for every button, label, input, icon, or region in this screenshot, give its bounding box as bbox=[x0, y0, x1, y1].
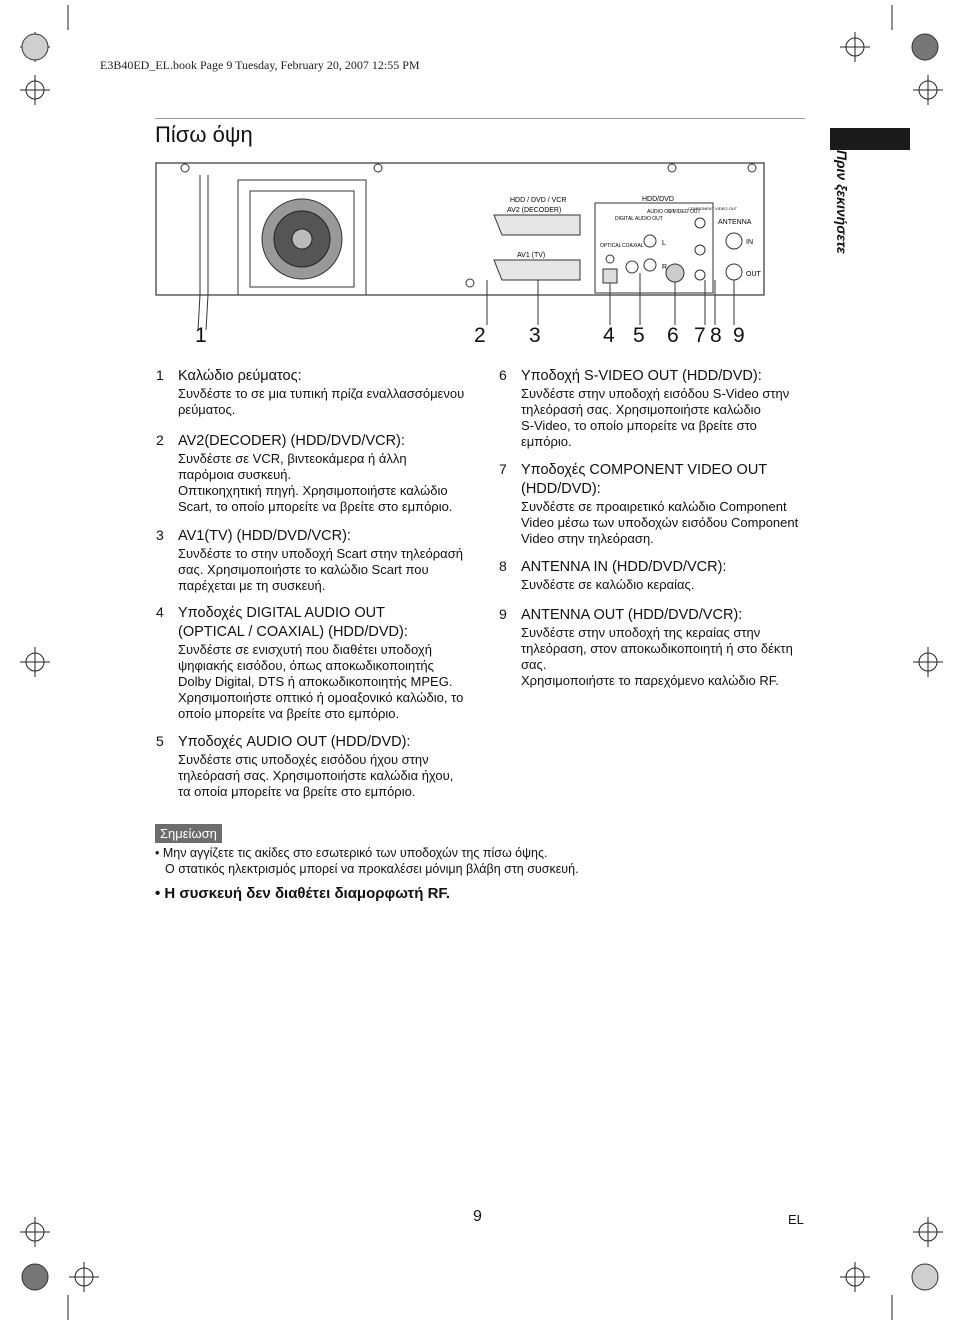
callout-2: 2 bbox=[474, 324, 486, 347]
list-item-8 bbox=[499, 558, 811, 593]
note-badge: Σημείωση bbox=[155, 824, 222, 843]
list-item-5 bbox=[156, 733, 478, 800]
coaxial-jack bbox=[626, 261, 638, 273]
audio-r-label: R bbox=[662, 264, 668, 271]
crop-mark-icon bbox=[840, 32, 870, 62]
section-tab-label: Πριν ξεκινήσετε bbox=[834, 150, 850, 254]
list-item-3 bbox=[156, 527, 478, 594]
item-number: 5 bbox=[156, 733, 164, 749]
callout-6: 6 bbox=[667, 324, 679, 347]
audio-out-label: AUDIO OUT bbox=[647, 209, 675, 215]
list-item-4 bbox=[156, 604, 478, 722]
item-body-line: Συνδέστε στην υποδοχή εισόδου S-Video στην bbox=[521, 386, 790, 401]
item-body-line: S-Video, το οποίο μπορείτε να βρείτε στο bbox=[521, 418, 757, 433]
item-body-line: Συνδέστε το σε μια τυπική πρίζα εναλλασσόμενου bbox=[178, 386, 465, 401]
item-number: 7 bbox=[499, 461, 507, 477]
item-title: (OPTICAL / COAXIAL) (HDD/DVD): bbox=[178, 624, 408, 640]
item-number: 3 bbox=[156, 527, 164, 543]
power-cord bbox=[198, 175, 208, 330]
note-emphasis: • Η συσκευή δεν διαθέτει διαμορφωτή RF. bbox=[155, 885, 451, 902]
title-rule bbox=[155, 118, 805, 119]
item-body-line: Χρησιμοποιήστε οπτικό ή ομοαξονικό καλώδιο, το bbox=[178, 690, 464, 705]
optical-label: OPTICAL bbox=[600, 243, 622, 249]
item-body-line: παρέχεται με τη συσκευή. bbox=[178, 578, 326, 593]
rear-panel-diagram bbox=[150, 155, 770, 335]
svideo-out-label: S-VIDEO OUT bbox=[668, 209, 701, 215]
file-info-header: E3B40ED_EL.book Page 9 Tuesday, February 20, 2007 12:55 PM bbox=[100, 58, 420, 72]
item-title: AV1(TV) (HDD/DVD/VCR): bbox=[178, 528, 351, 544]
list-item-6 bbox=[499, 367, 811, 450]
item-body-line: Χρησιμοποιήστε το παρεχόμενο καλώδιο RF. bbox=[521, 673, 779, 688]
item-title: ANTENNA OUT (HDD/DVD/VCR): bbox=[521, 607, 743, 623]
item-title: ANTENNA IN (HDD/DVD/VCR): bbox=[521, 559, 727, 575]
item-number: 8 bbox=[499, 558, 507, 574]
language-code: EL bbox=[788, 1212, 804, 1227]
item-body-line: τηλεόρασή σας. Χρησιμοποιήστε καλώδια ήχου, bbox=[178, 768, 454, 783]
callout-3: 3 bbox=[529, 324, 541, 347]
list-item-2 bbox=[156, 432, 478, 515]
component-pr-jack bbox=[695, 270, 705, 280]
av1-scart-connector bbox=[494, 260, 580, 280]
item-body-line: οποίο μπορείτε να βρείτε στο εμπόριο. bbox=[178, 706, 400, 721]
antenna-in-jack bbox=[726, 233, 742, 249]
item-title: Υποδοχές COMPONENT VIDEO OUT bbox=[521, 462, 768, 478]
page-number: 9 bbox=[473, 1208, 482, 1225]
crop-mark-icon bbox=[20, 75, 50, 105]
note-text bbox=[155, 846, 579, 877]
av2-scart-connector bbox=[494, 215, 580, 235]
crop-mark-icon bbox=[20, 1217, 50, 1247]
hdd-dvd-vcr-label: HDD / DVD / VCR bbox=[510, 197, 567, 204]
item-body-line: Συνδέστε σε ενισχυτή που διαθέτει υποδοχή bbox=[178, 642, 432, 657]
note-bullet-line: • Μην αγγίζετε τις ακίδες στο εσωτερικό των υποδοχών της πίσω όψης. bbox=[155, 846, 548, 860]
component-pb-jack bbox=[695, 245, 705, 255]
item-body-line: Scart, το οποίο μπορείτε να βρείτε στο εμπόριο. bbox=[178, 499, 453, 514]
crop-mark-icon bbox=[69, 1262, 99, 1292]
item-body-line: Dolby Digital, DTS ή αποκωδικοποιητής MPEG. bbox=[178, 674, 453, 689]
callout-8: 8 bbox=[710, 324, 722, 347]
item-body-line: Συνδέστε στις υποδοχές εισόδου ήχου στην bbox=[178, 752, 429, 767]
item-body-line: τα οποία μπορείτε να βρείτε στο εμπόριο. bbox=[178, 784, 416, 799]
component-out-label: COMPONENT VIDEO OUT bbox=[688, 206, 738, 211]
section-tab bbox=[830, 128, 910, 150]
crop-mark-icon bbox=[913, 75, 943, 105]
cooling-fan-icon bbox=[238, 180, 366, 295]
callout-4: 4 bbox=[603, 324, 615, 347]
crop-mark-icon bbox=[840, 1262, 870, 1292]
list-item-7 bbox=[499, 461, 811, 547]
callout-9: 9 bbox=[733, 324, 745, 347]
av2-label: AV2 (DECODER) bbox=[507, 207, 562, 214]
crop-mark-icon bbox=[20, 647, 50, 677]
item-body-line: Συνδέστε το στην υποδοχή Scart στην τηλεόρασή bbox=[178, 546, 463, 561]
callout-1: 1 bbox=[195, 324, 207, 347]
note-bullet-line: Ο στατικός ηλεκτρισμός μπορεί να προκαλέσει μόνιμη βλάβη στη συσκευή. bbox=[165, 861, 579, 876]
svideo-jack bbox=[666, 264, 684, 282]
item-title: AV2(DECODER) (HDD/DVD/VCR): bbox=[178, 433, 405, 449]
hdd-dvd-label: HDD/DVD bbox=[642, 196, 674, 203]
callout-7: 7 bbox=[694, 324, 706, 347]
item-body-line: Συνδέστε σε καλώδιο κεραίας. bbox=[521, 577, 695, 592]
item-body-line: Οπτικοηχητική πηγή. Χρησιμοποιήστε καλώδιο bbox=[178, 483, 448, 498]
item-number: 9 bbox=[499, 606, 507, 622]
antenna-out-jack bbox=[726, 264, 742, 280]
antenna-out-label: OUT bbox=[746, 271, 761, 278]
item-number: 1 bbox=[156, 367, 164, 383]
item-title: (HDD/DVD): bbox=[521, 481, 601, 497]
item-body-line: Video μέσω των υποδοχών εισόδου Component bbox=[521, 515, 799, 530]
item-title: Υποδοχές AUDIO OUT (HDD/DVD): bbox=[178, 734, 411, 750]
antenna-in-label: IN bbox=[746, 239, 753, 246]
audio-l-label: L bbox=[662, 240, 666, 247]
item-body-line: τηλεόραση, στον αποκωδικοποιητή ή στο δέκτη bbox=[521, 641, 793, 656]
coaxial-label: COAXIAL bbox=[622, 243, 644, 249]
item-body-line: ρεύματος. bbox=[178, 402, 236, 417]
antenna-label: ANTENNA bbox=[718, 219, 752, 226]
item-body-line: παρόμοια συσκευή. bbox=[178, 467, 292, 482]
optical-jack bbox=[603, 269, 617, 283]
page-title: Πίσω όψη bbox=[155, 122, 253, 147]
item-body-line: τηλεόρασή σας. Χρησιμοποιήστε καλώδιο bbox=[521, 402, 761, 417]
list-item-9 bbox=[499, 606, 811, 689]
item-number: 2 bbox=[156, 432, 164, 448]
item-title: Υποδοχή S-VIDEO OUT (HDD/DVD): bbox=[521, 368, 762, 384]
audio-r-jack bbox=[644, 259, 656, 271]
item-title: Καλώδιο ρεύματος: bbox=[178, 368, 302, 384]
item-body-line: εμπόριο. bbox=[521, 434, 572, 449]
item-title: Υποδοχές DIGITAL AUDIO OUT bbox=[178, 605, 385, 621]
callout-5: 5 bbox=[633, 324, 645, 347]
item-body-line: Συνδέστε στην υποδοχή της κεραίας στην bbox=[521, 625, 761, 640]
audio-l-jack bbox=[644, 235, 656, 247]
crop-mark-icon bbox=[913, 1217, 943, 1247]
list-item-1 bbox=[156, 367, 478, 418]
item-body-line: σας. bbox=[521, 657, 547, 672]
item-body-line: σας. Χρησιμοποιήστε το καλώδιο Scart που bbox=[178, 562, 429, 577]
item-body-line: Video στην τηλεόραση. bbox=[521, 531, 654, 546]
item-body-line: ψηφιακής εισόδου, όπως αποκωδικοποιητής bbox=[178, 658, 434, 673]
crop-mark-icon bbox=[913, 647, 943, 677]
item-number: 6 bbox=[499, 367, 507, 383]
item-body-line: Συνδέστε σε προαιρετικό καλώδιο Component bbox=[521, 499, 787, 514]
digital-audio-out-label: DIGITAL AUDIO OUT bbox=[615, 216, 663, 222]
item-number: 4 bbox=[156, 604, 164, 620]
av1-label: AV1 (TV) bbox=[517, 252, 546, 259]
component-y-jack bbox=[695, 218, 705, 228]
item-body-line: Συνδέστε σε VCR, βιντεοκάμερα ή άλλη bbox=[178, 451, 407, 466]
